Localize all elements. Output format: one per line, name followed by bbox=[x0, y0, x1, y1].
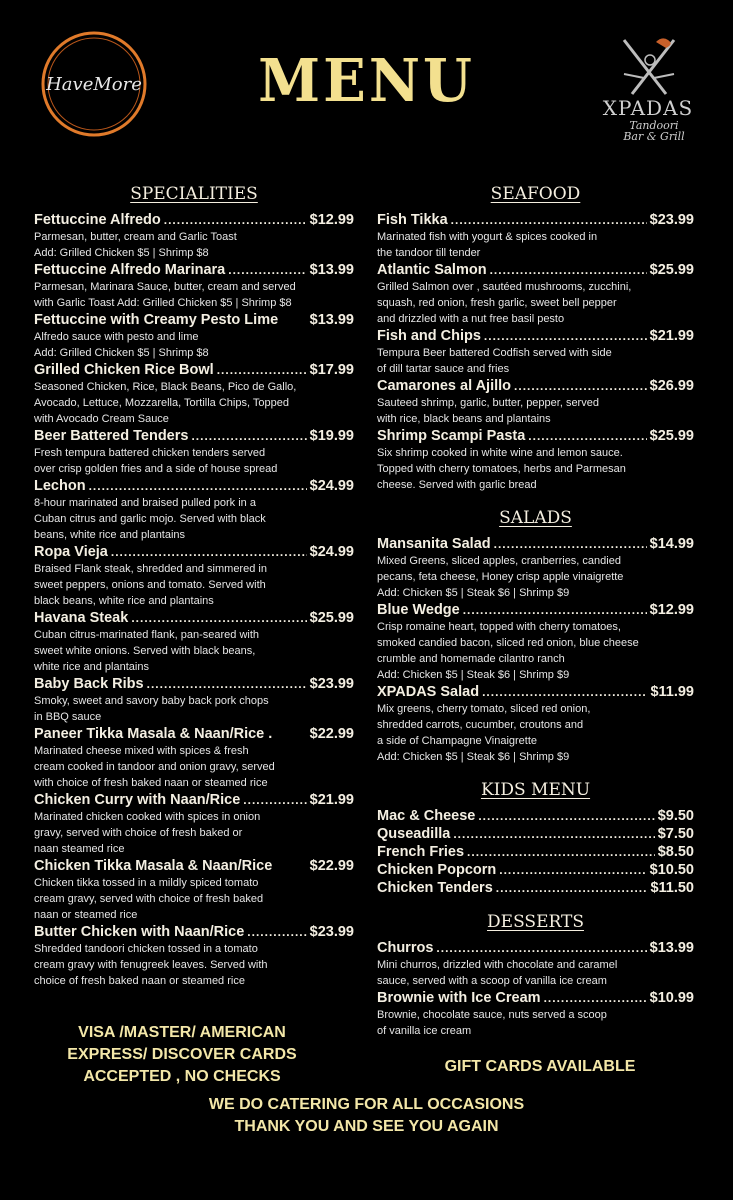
dot-leader bbox=[482, 683, 647, 701]
menu-item-header bbox=[34, 923, 354, 941]
menu-item bbox=[377, 601, 694, 683]
menu-item-description: squash, red onion, fresh garlic, sweet bell pepper bbox=[377, 297, 617, 309]
menu-item-description: cream gravy with fenugreek leaves. Served with bbox=[34, 959, 268, 971]
menu-item bbox=[377, 211, 694, 261]
dot-leader bbox=[131, 609, 306, 627]
menu-item-name: Chicken Curry with Naan/Rice bbox=[34, 792, 241, 808]
menu-item-header bbox=[34, 361, 354, 379]
dot-leader bbox=[544, 989, 647, 1007]
dot-leader bbox=[191, 427, 306, 445]
menu-item-price: $10.50 bbox=[649, 862, 694, 878]
menu-item-description: with Avocado Cream Sauce bbox=[34, 413, 169, 425]
menu-item-price: $13.99 bbox=[309, 312, 354, 328]
section-title-seafood: SEAFOOD bbox=[490, 184, 581, 204]
menu-item-description: Braised Flank steak, shredded and simmered in bbox=[34, 563, 267, 575]
payment-notice-line: VISA /MASTER/ AMERICAN bbox=[78, 1024, 286, 1041]
menu-item-description: Add: Grilled Chicken $5 | Shrimp $8 bbox=[34, 347, 209, 359]
menu-item-name: Camarones al Ajillo bbox=[377, 378, 512, 394]
menu-item-name: Fettuccine with Creamy Pesto Lime bbox=[34, 312, 279, 328]
menu-item-name: XPADAS Salad bbox=[377, 684, 480, 700]
menu-item-description: Topped with cherry tomatoes, herbs and Parmesan bbox=[377, 463, 626, 475]
menu-item-header bbox=[34, 427, 354, 445]
menu-item-price: $17.99 bbox=[309, 362, 354, 378]
menu-item-description: cheese. Served with garlic bread bbox=[377, 479, 537, 491]
menu-item-description: a side of Champagne Vinaigrette bbox=[377, 735, 538, 747]
dot-leader bbox=[478, 807, 654, 825]
menu-item-price: $25.99 bbox=[649, 428, 694, 444]
menu-item-description: Parmesan, Marinara Sauce, butter, cream and served bbox=[34, 281, 296, 293]
menu-item bbox=[34, 725, 354, 791]
menu-item-header bbox=[377, 377, 694, 395]
menu-item-description: Mixed Greens, sliced apples, cranberries, candied bbox=[377, 555, 621, 567]
dot-leader bbox=[514, 377, 647, 395]
menu-item-name: Quseadilla bbox=[377, 826, 451, 842]
menu-item-description: pecans, feta cheese, Honey crisp apple vinaigrette bbox=[377, 571, 624, 583]
menu-item bbox=[377, 327, 694, 377]
menu-item-name: Mac & Cheese bbox=[377, 808, 476, 824]
menu-item bbox=[34, 261, 354, 311]
menu-item-description: Cuban citrus and garlic mojo. Served with black bbox=[34, 513, 266, 525]
menu-item-description: black beans, white rice and plantains bbox=[34, 595, 214, 607]
menu-item bbox=[34, 791, 354, 857]
menu-item-description: with rice, black beans and plantains bbox=[377, 413, 551, 425]
menu-item bbox=[34, 311, 354, 361]
menu-item-name: Ropa Vieja bbox=[34, 544, 108, 560]
menu-item-price: $24.99 bbox=[309, 544, 354, 560]
menu-item-price: $25.99 bbox=[309, 610, 354, 626]
menu-item-header bbox=[377, 261, 694, 279]
xpadas-logo-sub1: Tandoori bbox=[629, 119, 679, 132]
section-spacer bbox=[377, 765, 694, 779]
menu-item-name: Baby Back Ribs bbox=[34, 676, 144, 692]
menu-item-description: Mini churros, drizzled with chocolate and caramel bbox=[377, 959, 618, 971]
xpadas-logo-sub2: Bar & Grill bbox=[623, 130, 685, 143]
menu-item bbox=[377, 427, 694, 493]
menu-item-description: naan steamed rice bbox=[34, 843, 125, 855]
menu-item-header bbox=[377, 843, 694, 861]
menu-item-price: $9.50 bbox=[657, 808, 694, 824]
menu-item-description: Marinated cheese mixed with spices & fresh bbox=[34, 745, 249, 757]
xpadas-logo-name: XPADAS bbox=[602, 96, 694, 120]
menu-item bbox=[34, 427, 354, 477]
payment-notice-line: ACCEPTED , NO CHECKS bbox=[83, 1068, 281, 1085]
thank-you-notice: THANK YOU AND SEE YOU AGAIN bbox=[234, 1118, 499, 1135]
menu-item-description: Seasoned Chicken, Rice, Black Beans, Pico de Gallo, bbox=[34, 381, 297, 393]
menu-item-description: Add: Chicken $5 | Steak $6 | Shrimp $9 bbox=[377, 669, 570, 681]
menu-item-description: Grilled Salmon over , sautéed mushrooms, zucchini, bbox=[377, 281, 632, 293]
menu-item-description: sweet white onions. Served with black beans, bbox=[34, 645, 256, 657]
gift-cards-notice: GIFT CARDS AVAILABLE bbox=[444, 1058, 636, 1075]
menu-item-header bbox=[377, 535, 694, 553]
menu-item-description: Parmesan, butter, cream and Garlic Toast bbox=[34, 231, 237, 243]
menu-item-description: white rice and plantains bbox=[34, 661, 149, 673]
menu-item-name: Paneer Tikka Masala & Naan/Rice . bbox=[34, 726, 273, 742]
menu-item-description: in BBQ sauce bbox=[34, 711, 102, 723]
menu-item-name: Fettuccine Alfredo bbox=[34, 212, 161, 228]
menu-item-price: $14.99 bbox=[649, 536, 694, 552]
menu-item-description: over crisp golden fries and a side of house spread bbox=[34, 463, 278, 475]
menu-item-description: 8-hour marinated and braised pulled pork in a bbox=[34, 497, 256, 509]
menu-item-header bbox=[377, 683, 694, 701]
dot-leader bbox=[217, 361, 307, 379]
menu-item-price: $26.99 bbox=[649, 378, 694, 394]
menu-item bbox=[34, 923, 354, 989]
menu-item-description: Shredded tandoori chicken tossed in a tomato bbox=[34, 943, 258, 955]
havemore-logo-text: HaveMore bbox=[46, 74, 142, 95]
dot-leader bbox=[147, 675, 307, 693]
right-menu-column bbox=[377, 183, 694, 1039]
menu-item-price: $24.99 bbox=[309, 478, 354, 494]
menu-item bbox=[377, 843, 694, 861]
menu-item bbox=[34, 477, 354, 543]
menu-item-description: Fresh tempura battered chicken tenders served bbox=[34, 447, 266, 459]
dot-leader bbox=[490, 261, 647, 279]
menu-item-header bbox=[34, 857, 354, 875]
dot-leader bbox=[484, 327, 647, 345]
menu-item bbox=[34, 543, 354, 609]
menu-item-header bbox=[377, 939, 694, 957]
dot-leader bbox=[111, 543, 307, 561]
menu-item-name: Fettuccine Alfredo Marinara bbox=[34, 262, 226, 278]
menu-item bbox=[34, 609, 354, 675]
menu-item-header bbox=[34, 311, 354, 329]
menu-item-name: Chicken Popcorn bbox=[377, 862, 497, 878]
menu-item-description: Cuban citrus-marinated flank, pan-seared with bbox=[34, 629, 260, 641]
dot-leader bbox=[243, 791, 306, 809]
menu-item bbox=[377, 807, 694, 825]
section-title-specialities: SPECIALITIES bbox=[130, 184, 258, 204]
menu-item-description: Add: Chicken $5 | Steak $6 | Shrimp $9 bbox=[377, 587, 570, 599]
menu-item-description: Six shrimp cooked in white wine and lemon sauce. bbox=[377, 447, 623, 459]
payment-notice-line: EXPRESS/ DISCOVER CARDS bbox=[67, 1046, 297, 1063]
menu-item-header bbox=[377, 825, 694, 843]
menu-item bbox=[377, 989, 694, 1039]
page-title: MENU bbox=[258, 46, 475, 116]
menu-item-header bbox=[377, 427, 694, 445]
menu-item-price: $13.99 bbox=[309, 262, 354, 278]
dot-leader bbox=[496, 879, 648, 897]
menu-item-description: cream gravy, served with choice of fresh baked bbox=[34, 893, 264, 905]
menu-item-name: Butter Chicken with Naan/Rice bbox=[34, 924, 245, 940]
menu-item-name: Churros bbox=[377, 940, 434, 956]
menu-item bbox=[377, 261, 694, 327]
xpadas-logo-subtitle bbox=[608, 120, 700, 142]
menu-item bbox=[377, 879, 694, 897]
menu-item-header bbox=[34, 261, 354, 279]
section-spacer bbox=[377, 493, 694, 507]
menu-item-price: $23.99 bbox=[649, 212, 694, 228]
menu-item-header bbox=[34, 791, 354, 809]
menu-item-price: $11.99 bbox=[650, 684, 694, 700]
menu-item-description: choice of fresh baked naan or steamed rice bbox=[34, 975, 245, 987]
menu-item-header bbox=[34, 211, 354, 229]
menu-item-header bbox=[377, 879, 694, 897]
menu-item-description: cream cooked in tandoor and onion gravy, served bbox=[34, 761, 275, 773]
menu-item-header bbox=[377, 989, 694, 1007]
menu-item-price: $23.99 bbox=[309, 924, 354, 940]
menu-item-header bbox=[34, 725, 354, 743]
dot-leader bbox=[451, 211, 647, 229]
menu-item-description: gravy, served with choice of fresh baked or bbox=[34, 827, 243, 839]
menu-item-description: the tandoor till tender bbox=[377, 247, 481, 259]
menu-item-header bbox=[377, 601, 694, 619]
menu-item bbox=[377, 377, 694, 427]
menu-item-description: naan or steamed rice bbox=[34, 909, 138, 921]
menu-item-name: Lechon bbox=[34, 478, 86, 494]
menu-item-description: sweet peppers, onions and tomato. Served with bbox=[34, 579, 266, 591]
menu-item-header bbox=[377, 807, 694, 825]
menu-item-price: $12.99 bbox=[649, 602, 694, 618]
menu-item-description: with choice of fresh baked naan or steamed rice bbox=[34, 777, 268, 789]
menu-item-description: Crisp romaine heart, topped with cherry tomatoes, bbox=[377, 621, 621, 633]
menu-item-name: Chicken Tenders bbox=[377, 880, 493, 896]
dot-leader bbox=[463, 601, 647, 619]
menu-item bbox=[34, 361, 354, 427]
dot-leader bbox=[528, 427, 646, 445]
dot-leader bbox=[89, 477, 307, 495]
menu-item bbox=[377, 939, 694, 989]
menu-item-price: $23.99 bbox=[309, 676, 354, 692]
section-title-desserts: DESSERTS bbox=[487, 912, 584, 932]
dot-leader bbox=[436, 939, 646, 957]
dot-leader bbox=[164, 211, 307, 229]
menu-item-description: Add: Grilled Chicken $5 | Shrimp $8 bbox=[34, 247, 209, 259]
menu-item-description: smoked candied bacon, sliced red onion, blue cheese bbox=[377, 637, 639, 649]
menu-item-name: Atlantic Salmon bbox=[377, 262, 487, 278]
menu-item bbox=[34, 211, 354, 261]
payment-notice bbox=[34, 1022, 330, 1088]
menu-item-name: Blue Wedge bbox=[377, 602, 460, 618]
menu-item-name: Havana Steak bbox=[34, 610, 129, 626]
menu-item-description: Mix greens, cherry tomato, sliced red onion, bbox=[377, 703, 591, 715]
menu-item-header bbox=[34, 675, 354, 693]
menu-item-price: $25.99 bbox=[649, 262, 694, 278]
menu-item bbox=[377, 535, 694, 601]
closing-notice bbox=[0, 1094, 733, 1138]
menu-item bbox=[34, 857, 354, 923]
catering-notice: WE DO CATERING FOR ALL OCCASIONS bbox=[208, 1096, 525, 1113]
menu-item-name: Chicken Tikka Masala & Naan/Rice bbox=[34, 858, 273, 874]
menu-item-price: $11.50 bbox=[650, 880, 694, 896]
dot-leader bbox=[228, 261, 306, 279]
menu-item-price: $22.99 bbox=[309, 726, 354, 742]
menu-item-description: Avocado, Lettuce, Mozzarella, Tortilla Chips, Topped bbox=[34, 397, 289, 409]
menu-item-price: $7.50 bbox=[657, 826, 694, 842]
section-spacer bbox=[377, 897, 694, 911]
menu-item-description: and drizzled with a nut free basil pesto bbox=[377, 313, 565, 325]
dot-leader bbox=[494, 535, 647, 553]
menu-item-description: crumble and homemade cilantro ranch bbox=[377, 653, 565, 665]
menu-item-description: of dill tartar sauce and fries bbox=[377, 363, 510, 375]
menu-item-name: Fish and Chips bbox=[377, 328, 481, 344]
dot-leader bbox=[467, 843, 655, 861]
menu-item bbox=[34, 675, 354, 725]
dot-leader bbox=[453, 825, 654, 843]
menu-item-description: Marinated fish with yogurt & spices cooked in bbox=[377, 231, 598, 243]
dot-leader bbox=[499, 861, 646, 879]
left-menu-column bbox=[34, 183, 354, 989]
menu-item bbox=[377, 861, 694, 879]
menu-item-header bbox=[34, 477, 354, 495]
menu-item-description: Alfredo sauce with pesto and lime bbox=[34, 331, 199, 343]
menu-item-description: Brownie, chocolate sauce, nuts served a scoop bbox=[377, 1009, 607, 1021]
menu-item-description: Sauteed shrimp, garlic, butter, pepper, served bbox=[377, 397, 599, 409]
menu-item-price: $19.99 bbox=[309, 428, 354, 444]
menu-item-header bbox=[377, 861, 694, 879]
menu-item-name: Grilled Chicken Rice Bowl bbox=[34, 362, 214, 378]
menu-item-description: Chicken tikka tossed in a mildly spiced tomato bbox=[34, 877, 259, 889]
menu-item-description: Add: Chicken $5 | Steak $6 | Shrimp $9 bbox=[377, 751, 570, 763]
menu-item-name: Beer Battered Tenders bbox=[34, 428, 189, 444]
menu-item-description: Tempura Beer battered Codfish served with side bbox=[377, 347, 612, 359]
menu-item-description: Marinated chicken cooked with spices in onion bbox=[34, 811, 261, 823]
menu-item-name: Fish Tikka bbox=[377, 212, 448, 228]
menu-item-header bbox=[34, 609, 354, 627]
menu-item-header bbox=[377, 211, 694, 229]
section-title-salads: SALADS bbox=[499, 508, 572, 528]
menu-item-description: Smoky, sweet and savory baby back pork chops bbox=[34, 695, 269, 707]
menu-item-name: Mansanita Salad bbox=[377, 536, 491, 552]
menu-item-name: Shrimp Scampi Pasta bbox=[377, 428, 526, 444]
menu-item-description: shredded carrots, cucumber, croutons and bbox=[377, 719, 584, 731]
menu-item bbox=[377, 683, 694, 765]
menu-item-price: $13.99 bbox=[649, 940, 694, 956]
menu-item-price: $22.99 bbox=[309, 858, 354, 874]
menu-item-price: $8.50 bbox=[657, 844, 694, 860]
menu-item-description: with Garlic Toast Add: Grilled Chicken $5 | Shrimp $8 bbox=[34, 297, 292, 309]
menu-item-description: of vanilla ice cream bbox=[377, 1025, 472, 1037]
menu-item-description: sauce, served with a scoop of vanilla ice cream bbox=[377, 975, 607, 987]
menu-item-price: $21.99 bbox=[649, 328, 694, 344]
menu-item-description: beans, white rice and plantains bbox=[34, 529, 186, 541]
menu-item-header bbox=[377, 327, 694, 345]
dot-leader bbox=[247, 923, 306, 941]
menu-item-price: $21.99 bbox=[309, 792, 354, 808]
menu-item-name: French Fries bbox=[377, 844, 465, 860]
menu-item-price: $10.99 bbox=[649, 990, 694, 1006]
menu-item-header bbox=[34, 543, 354, 561]
menu-item-name: Brownie with Ice Cream bbox=[377, 990, 541, 1006]
menu-item-price: $12.99 bbox=[309, 212, 354, 228]
section-title-kids-menu: KIDS MENU bbox=[480, 780, 591, 800]
menu-item bbox=[377, 825, 694, 843]
